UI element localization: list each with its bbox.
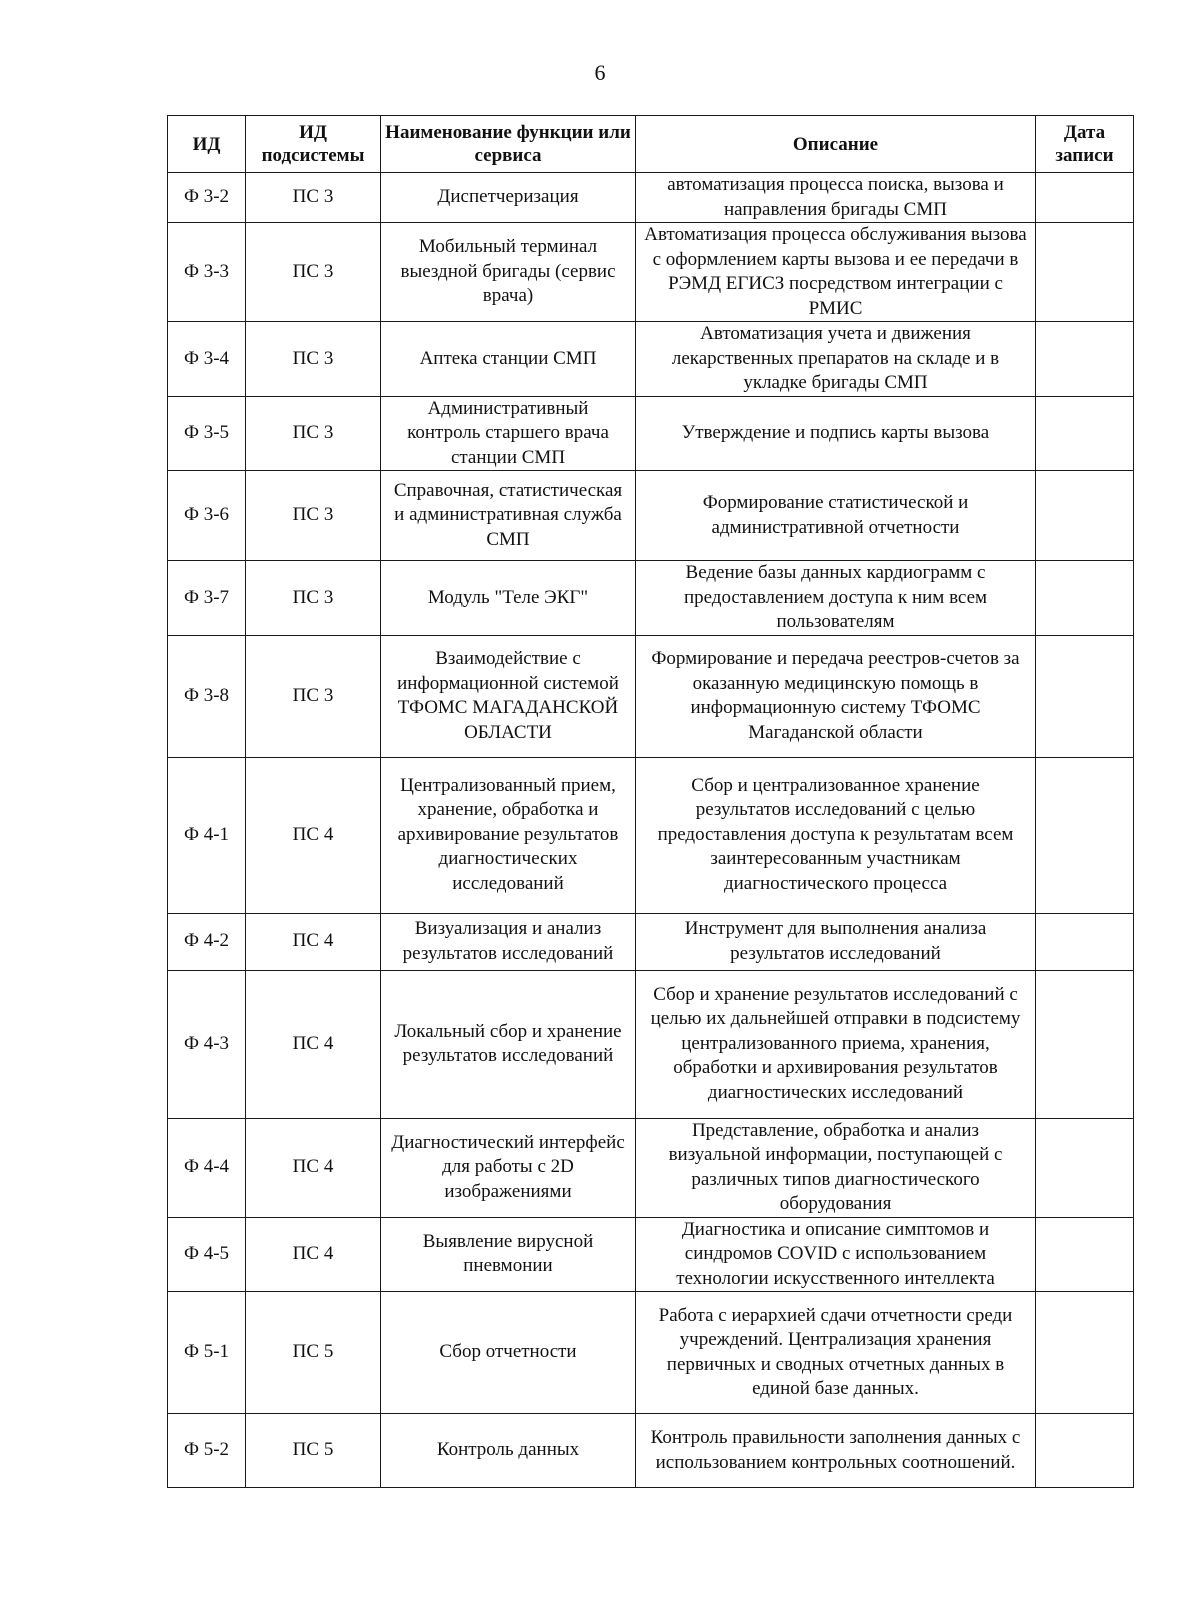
cell-id: Ф 5-2 xyxy=(168,1414,246,1488)
cell-name: Диагностический интерфейс для работы с 2D изображениями xyxy=(381,1118,636,1217)
header-date: Дата записи xyxy=(1036,116,1134,173)
cell-description: Утверждение и подпись карты вызова xyxy=(636,396,1036,471)
cell-id: Ф 3-7 xyxy=(168,561,246,636)
cell-date xyxy=(1036,1118,1134,1217)
cell-id: Ф 3-5 xyxy=(168,396,246,471)
page-number: 6 xyxy=(594,60,606,85)
table-header-row xyxy=(168,116,1134,173)
cell-date xyxy=(1036,1292,1134,1414)
cell-subsystem: ПС 4 xyxy=(246,970,381,1118)
header-subsystem: ИД подсистемы xyxy=(246,116,381,173)
cell-date xyxy=(1036,322,1134,397)
cell-name: Взаимодействие с информационной системой ТФОМС МАГАДАНСКОЙ ОБЛАСТИ xyxy=(381,635,636,757)
table-row xyxy=(168,1118,1134,1217)
cell-id: Ф 3-8 xyxy=(168,635,246,757)
cell-date xyxy=(1036,635,1134,757)
cell-description: Формирование статистической и административной отчетности xyxy=(636,471,1036,561)
cell-id: Ф 3-4 xyxy=(168,322,246,397)
cell-name: Справочная, статистическая и административная служба СМП xyxy=(381,471,636,561)
cell-name: Административный контроль старшего врача станции СМП xyxy=(381,396,636,471)
table-row xyxy=(168,757,1134,913)
cell-name: Модуль "Теле ЭКГ" xyxy=(381,561,636,636)
cell-subsystem: ПС 3 xyxy=(246,223,381,322)
cell-description: Работа с иерархией сдачи отчетности среди учреждений. Централизация хранения первичных и сводных отчетных данных в единой базе данных. xyxy=(636,1292,1036,1414)
cell-date xyxy=(1036,223,1134,322)
table-row xyxy=(168,173,1134,223)
cell-date xyxy=(1036,173,1134,223)
functions-table xyxy=(167,115,1134,1488)
cell-name: Контроль данных xyxy=(381,1414,636,1488)
cell-date xyxy=(1036,1414,1134,1488)
cell-subsystem: ПС 5 xyxy=(246,1414,381,1488)
cell-subsystem: ПС 4 xyxy=(246,1118,381,1217)
header-name: Наименование функции или сервиса xyxy=(381,116,636,173)
cell-id: Ф 3-2 xyxy=(168,173,246,223)
cell-date xyxy=(1036,471,1134,561)
cell-subsystem: ПС 3 xyxy=(246,173,381,223)
cell-date xyxy=(1036,757,1134,913)
table-row xyxy=(168,970,1134,1118)
cell-subsystem: ПС 4 xyxy=(246,757,381,913)
cell-id: Ф 4-3 xyxy=(168,970,246,1118)
cell-subsystem: ПС 3 xyxy=(246,396,381,471)
table-row xyxy=(168,471,1134,561)
cell-description: Формирование и передача реестров-счетов за оказанную медицинскую помощь в информационную систему ТФОМС Магаданской области xyxy=(636,635,1036,757)
cell-date xyxy=(1036,913,1134,970)
cell-description: Контроль правильности заполнения данных с использованием контрольных соотношений. xyxy=(636,1414,1036,1488)
cell-name: Выявление вирусной пневмонии xyxy=(381,1217,636,1292)
header-description: Описание xyxy=(636,116,1036,173)
cell-subsystem: ПС 4 xyxy=(246,1217,381,1292)
cell-name: Диспетчеризация xyxy=(381,173,636,223)
cell-id: Ф 4-5 xyxy=(168,1217,246,1292)
table-row xyxy=(168,1292,1134,1414)
cell-name: Аптека станции СМП xyxy=(381,322,636,397)
cell-description: Сбор и хранение результатов исследований с целью их дальнейшей отправки в подсистему централизованного приема, хранения, обработки и архивирования результатов диагностических исследований xyxy=(636,970,1036,1118)
cell-id: Ф 5-1 xyxy=(168,1292,246,1414)
table-row xyxy=(168,913,1134,970)
cell-name: Визуализация и анализ результатов исследований xyxy=(381,913,636,970)
table-row xyxy=(168,396,1134,471)
table-row xyxy=(168,561,1134,636)
cell-description: Автоматизация учета и движения лекарственных препаратов на складе и в укладке бригады СМП xyxy=(636,322,1036,397)
cell-date xyxy=(1036,561,1134,636)
cell-subsystem: ПС 3 xyxy=(246,561,381,636)
cell-subsystem: ПС 4 xyxy=(246,913,381,970)
cell-subsystem: ПС 3 xyxy=(246,635,381,757)
cell-name: Централизованный прием, хранение, обработка и архивирование результатов диагностических исследований xyxy=(381,757,636,913)
table-row xyxy=(168,322,1134,397)
cell-subsystem: ПС 3 xyxy=(246,471,381,561)
cell-subsystem: ПС 3 xyxy=(246,322,381,397)
cell-name: Локальный сбор и хранение результатов исследований xyxy=(381,970,636,1118)
cell-date xyxy=(1036,396,1134,471)
cell-date xyxy=(1036,1217,1134,1292)
cell-description: Инструмент для выполнения анализа результатов исследований xyxy=(636,913,1036,970)
cell-name: Сбор отчетности xyxy=(381,1292,636,1414)
cell-id: Ф 4-1 xyxy=(168,757,246,913)
cell-id: Ф 4-2 xyxy=(168,913,246,970)
table-row xyxy=(168,635,1134,757)
cell-description: Ведение базы данных кардиограмм с предоставлением доступа к ним всем пользователям xyxy=(636,561,1036,636)
cell-date xyxy=(1036,970,1134,1118)
cell-description: Сбор и централизованное хранение результатов исследований с целью предоставления доступа к результатам всем заинтересованным участникам диагностического процесса xyxy=(636,757,1036,913)
cell-description: Представление, обработка и анализ визуальной информации, поступающей с различных типов диагностического оборудования xyxy=(636,1118,1036,1217)
cell-subsystem: ПС 5 xyxy=(246,1292,381,1414)
header-id: ИД xyxy=(168,116,246,173)
table-row xyxy=(168,1217,1134,1292)
cell-description: Диагностика и описание симптомов и синдромов COVID с использованием технологии искусственного интеллекта xyxy=(636,1217,1036,1292)
cell-id: Ф 3-6 xyxy=(168,471,246,561)
cell-description: автоматизация процесса поиска, вызова и направления бригады СМП xyxy=(636,173,1036,223)
table-row xyxy=(168,1414,1134,1488)
table-row xyxy=(168,223,1134,322)
cell-description: Автоматизация процесса обслуживания вызова с оформлением карты вызова и ее передачи в РЭМД ЕГИСЗ посредством интеграции с РМИС xyxy=(636,223,1036,322)
cell-id: Ф 3-3 xyxy=(168,223,246,322)
cell-name: Мобильный терминал выездной бригады (сервис врача) xyxy=(381,223,636,322)
cell-id: Ф 4-4 xyxy=(168,1118,246,1217)
